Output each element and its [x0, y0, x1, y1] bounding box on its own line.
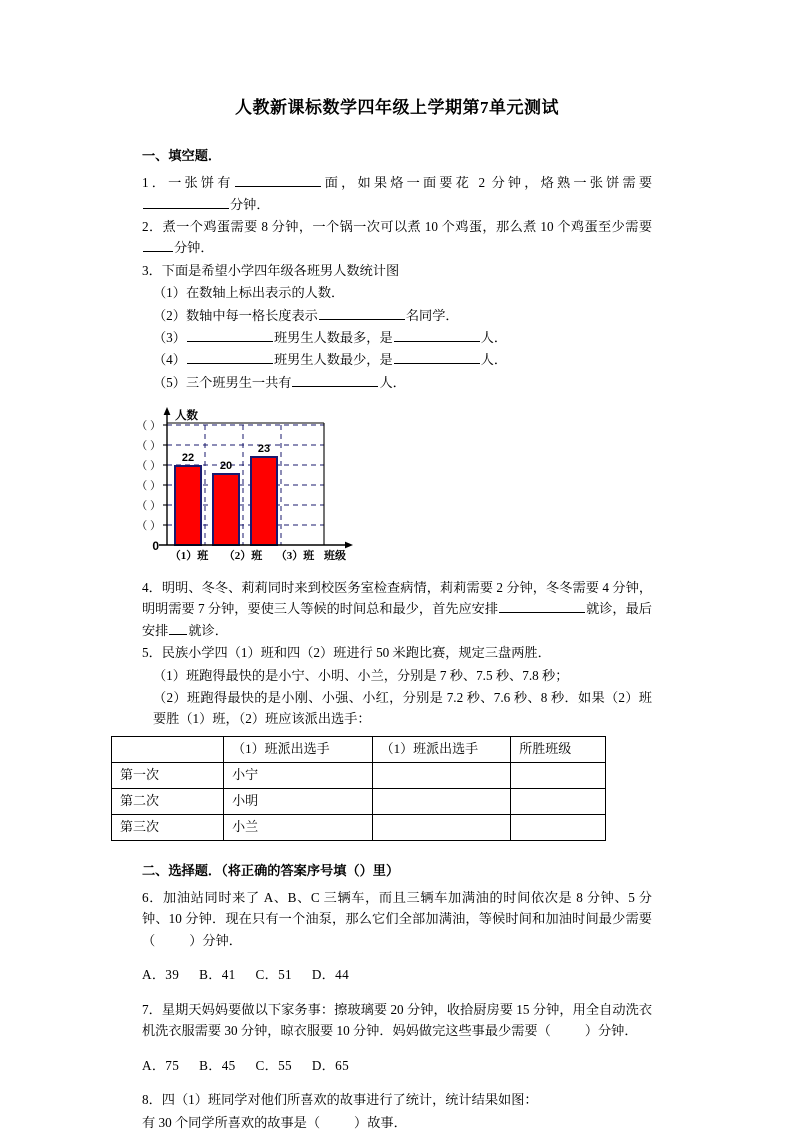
- question-3-sub-3-text-a: （3）: [153, 329, 186, 345]
- option-d[interactable]: D．65: [311, 1057, 349, 1073]
- answer-blank[interactable]: [394, 328, 480, 342]
- table-header-cell-2: （1）班派出选手: [372, 736, 511, 762]
- y-axis-tick-labels: [136, 419, 161, 532]
- y-tick-label: （ ）: [136, 440, 161, 452]
- question-3-sub-2-text-a: （2）数轴中每一格长度表示: [153, 307, 318, 323]
- bar-chart: [109, 405, 359, 563]
- x-tick-label: （3）班: [275, 550, 315, 562]
- answer-blank[interactable]: [394, 350, 480, 364]
- question-3-sub-5-text-a: （5）三个班男生一共有: [153, 374, 292, 390]
- question-5-stem: 民族小学四（1）班和四（2）班进行 50 米跑比赛，规定三盘两胜．: [161, 645, 551, 661]
- x-axis-title: 班级: [324, 550, 346, 562]
- option-c[interactable]: C．51: [255, 967, 292, 983]
- table-cell-winner[interactable]: [511, 814, 606, 840]
- question-3-sub-4-text-c: 人．: [480, 352, 508, 368]
- question-3-sub-2: [142, 305, 652, 326]
- table-cell-winner[interactable]: [511, 762, 606, 788]
- table-row: [112, 762, 606, 788]
- question-3-sub-4-text-b: 班男生人数最少，是: [273, 352, 393, 368]
- table-header-cell-3: 所胜班级: [511, 736, 606, 762]
- option-c[interactable]: C．55: [255, 1057, 292, 1073]
- option-a[interactable]: A．39: [142, 967, 180, 983]
- table-row: [112, 814, 606, 840]
- question-5: [142, 642, 652, 663]
- table-row: [112, 788, 606, 814]
- table-cell-class1-player: 小兰: [224, 814, 373, 840]
- match-table: [111, 736, 606, 841]
- table-header-cell-0: [112, 736, 224, 762]
- bar-class-1: [175, 466, 201, 545]
- y-axis-title: 人数: [175, 410, 198, 422]
- question-1-number: 1．: [142, 175, 169, 191]
- answer-blank[interactable]: [143, 194, 229, 208]
- question-3-sub-3-text-b: 班男生人数最多，是: [273, 329, 393, 345]
- bar-chart-svg: [109, 405, 359, 563]
- question-3-sub-5-text-b: 人．: [379, 374, 406, 390]
- bar-value-label-2: 20: [219, 460, 233, 472]
- question-8-text-a: 四（1）班同学对他们所喜欢的故事进行了统计，统计结果如图：: [161, 1092, 538, 1108]
- table-cell-class2-player[interactable]: [372, 762, 511, 788]
- question-8-text-b: 有 30 个同学所喜欢的故事是（: [142, 1114, 321, 1130]
- question-3-sub-1: （1）在数轴上标出表示的人数．: [153, 285, 345, 301]
- table-header-row: [112, 736, 606, 762]
- question-3-sub-4-text-a: （4）: [153, 352, 186, 368]
- x-axis-tick-labels: [170, 548, 315, 562]
- option-b[interactable]: B．45: [199, 1057, 236, 1073]
- table-cell-round-label: 第一次: [112, 762, 224, 788]
- question-6-number: 6．: [142, 890, 164, 906]
- question-7-text-b: ）分钟．: [584, 1023, 638, 1039]
- table-cell-round-label: 第三次: [112, 814, 224, 840]
- bar-value-label-1: 22: [181, 452, 195, 464]
- table-cell-class2-player[interactable]: [372, 814, 511, 840]
- answer-blank[interactable]: [499, 599, 585, 613]
- answer-blank[interactable]: [235, 173, 321, 187]
- y-axis-arrow: [164, 407, 171, 415]
- y-tick-label: （ ）: [136, 420, 161, 432]
- y-tick-label: （ ）: [136, 500, 161, 512]
- question-7-number: 7．: [142, 1001, 162, 1017]
- question-2-text-a: 煮一个鸡蛋需要 8 分钟，一个锅一次可以煮 10 个鸡蛋，那么煮 10 个鸡蛋至少需要: [162, 219, 653, 234]
- answer-blank[interactable]: [169, 621, 187, 635]
- question-6-options: [142, 964, 652, 985]
- question-4-text-b: 就诊，最后安排: [142, 601, 652, 638]
- table-cell-winner[interactable]: [511, 788, 606, 814]
- question-1-text-c: 分钟．: [230, 196, 270, 212]
- question-4-text-a: 明明、冬冬、莉莉同时来到校医务室检查病情，莉莉需要 2 分钟，冬冬需要 4 分钟，明明需要 7 分钟，要使三人等候的时间总和最少，首先应安排: [142, 580, 653, 617]
- question-8: [142, 1089, 652, 1110]
- question-2-text-b: 分钟．: [174, 240, 214, 256]
- question-7-options: [142, 1055, 652, 1076]
- question-3-sub-4: [142, 349, 652, 370]
- answer-blank[interactable]: [187, 350, 273, 364]
- question-3-sub-2-text-b: 名同学．: [405, 307, 459, 323]
- question-8-number: 8．: [142, 1092, 162, 1108]
- table-cell-round-label: 第二次: [112, 788, 224, 814]
- page-title: 人教新课标数学四年级上学期第7单元测试: [235, 98, 559, 117]
- table-header-cell-1: （1）班派出选手: [224, 736, 373, 762]
- table-cell-class1-player: 小明: [224, 788, 373, 814]
- bar-value-label-3: 23: [257, 443, 271, 455]
- question-5-sub-1: （1）班跑得最快的是小宁、小明、小兰，分别是 7 秒、7.5 秒、7.8 秒；: [153, 667, 569, 683]
- table-cell-class2-player[interactable]: [372, 788, 511, 814]
- section-heading-fill-in-blanks: 一、填空题．: [142, 147, 222, 163]
- origin-label: 0: [152, 539, 159, 553]
- question-4-text-c: 就诊．: [188, 622, 228, 638]
- question-2: [142, 216, 652, 259]
- bar-class-3: [251, 457, 277, 545]
- section-heading-multiple-choice: 二、选择题．（将正确的答案序号填（）里）: [142, 862, 400, 878]
- question-3-number: 3．: [142, 262, 162, 278]
- question-5-sub-2: （2）班跑得最快的是小刚、小强、小红，分别是 7.2 秒、7.6 秒、8 秒．如果（2）班要胜（1）班，（2）班应该派出选手：: [153, 689, 652, 727]
- question-2-number: 2．: [142, 219, 163, 234]
- question-5-number: 5．: [142, 645, 162, 661]
- question-4: [142, 577, 652, 641]
- question-3-sub-3: [142, 327, 652, 348]
- bar-class-2: [213, 474, 239, 545]
- question-6: [142, 887, 652, 951]
- option-b[interactable]: B．41: [199, 967, 236, 983]
- answer-blank[interactable]: [292, 372, 378, 386]
- question-1-text-b: 面，如果烙一面要花 2 分钟，烙熟一张饼需要: [321, 175, 653, 191]
- question-1-text-a: 一张饼有: [168, 175, 234, 191]
- bar-chart-container: [136, 405, 652, 567]
- y-tick-label: （ ）: [136, 480, 161, 492]
- answer-blank[interactable]: [319, 305, 405, 319]
- question-8-text-c: ）故事．: [354, 1114, 407, 1130]
- question-7: [142, 999, 652, 1042]
- y-tick-label: （ ）: [136, 460, 161, 472]
- question-3-sub-5: [142, 372, 652, 393]
- question-8-line-2: [142, 1112, 652, 1133]
- question-6-text-a: 加油站同时来了 A、B、C 三辆车，而且三辆车加满油的时间依次是 8 分钟、5 分钟、10 分钟．现在只有一个油泵，那么它们全部加满油，等候时间和加油时间最少需要（: [142, 890, 652, 948]
- question-3: [142, 260, 652, 281]
- question-3-sub-3-text-c: 人．: [480, 329, 508, 345]
- table-cell-class1-player: 小宁: [224, 762, 373, 788]
- question-3-stem: 下面是希望小学四年级各班男人数统计图: [161, 262, 400, 278]
- question-7-text-a: 星期天妈妈要做以下家务事：擦玻璃要 20 分钟，收拾厨房要 15 分钟，用全自动洗衣机洗衣服需要 30 分钟，晾衣服要 10 分钟．妈妈做完这些事最少需要（: [142, 1001, 653, 1039]
- option-d[interactable]: D．44: [311, 967, 349, 983]
- option-a[interactable]: A．75: [142, 1057, 180, 1073]
- question-4-number: 4．: [142, 580, 162, 595]
- answer-blank[interactable]: [143, 238, 173, 252]
- question-1: [142, 172, 652, 215]
- x-tick-label: （1）班: [169, 550, 209, 562]
- question-6-text-b: ）分钟．: [189, 932, 242, 948]
- y-tick-label: （ ）: [136, 520, 161, 532]
- answer-blank[interactable]: [187, 328, 273, 342]
- document-content: [120, 96, 653, 1134]
- x-axis-arrow: [345, 542, 353, 549]
- x-tick-label: （2）班: [223, 550, 263, 562]
